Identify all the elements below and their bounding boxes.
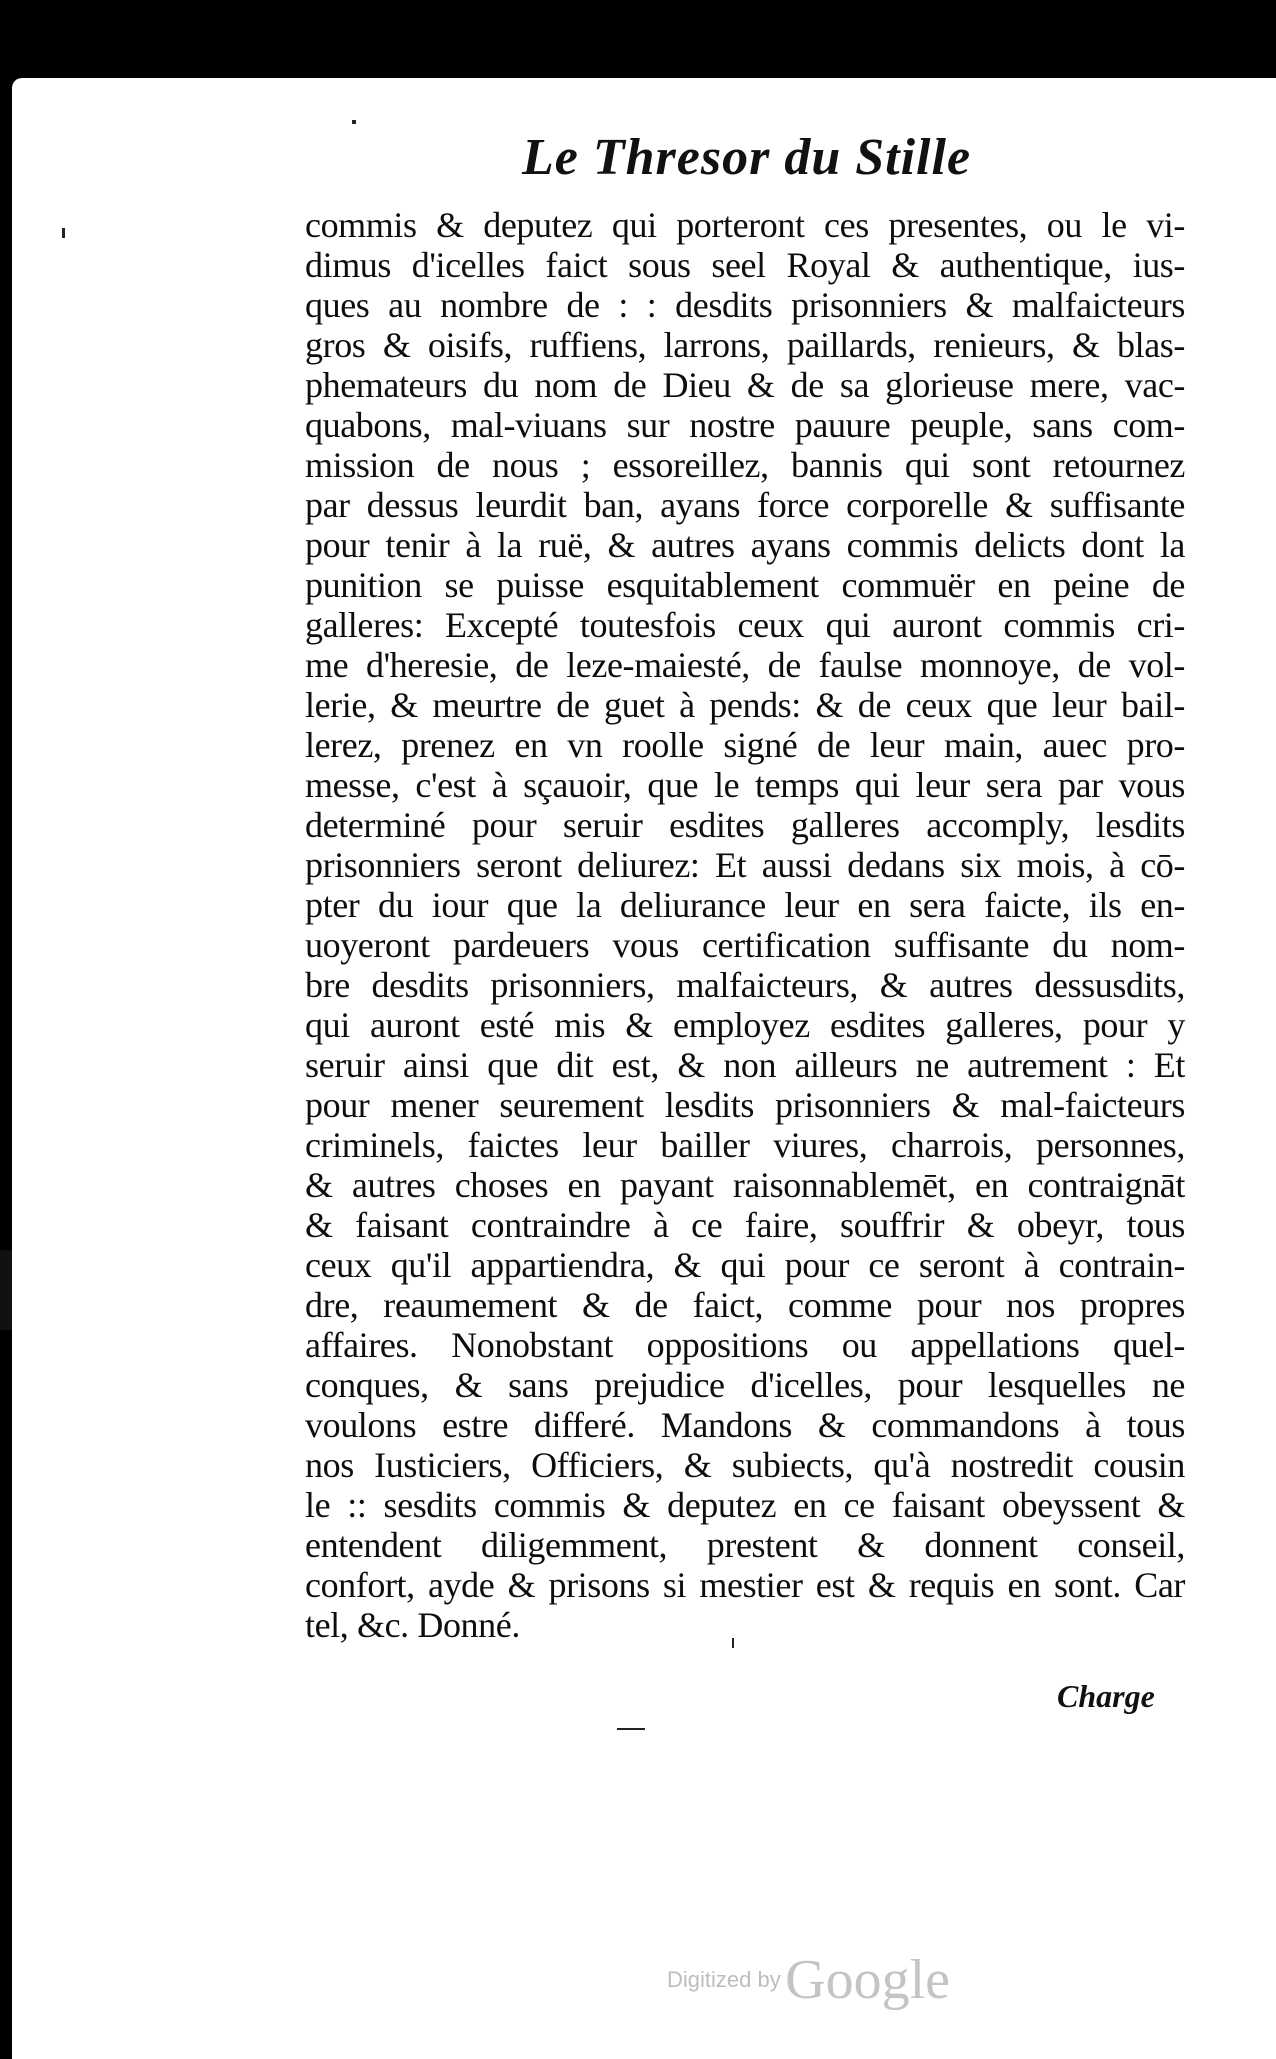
text-line: criminels, faictes leur bailler viures, charrois, personnes,	[305, 1125, 1185, 1165]
text-line: ceux qu'il appartiendra, & qui pour ce seront à contrain-	[305, 1245, 1185, 1285]
watermark-digitized-by: Digitized by	[667, 1967, 781, 1992]
ink-speck	[617, 1728, 645, 1730]
text-line: commis & deputez qui porteront ces presentes, ou le vi-	[305, 205, 1185, 245]
text-line: lerez, prenez en vn roolle signé de leur main, auec pro-	[305, 725, 1185, 765]
text-line: tel, &c. Donné.	[305, 1605, 520, 1645]
text-line: quabons, mal-viuans sur nostre pauure peuple, sans com-	[305, 405, 1185, 445]
text-line: pter du iour que la deliurance leur en sera faicte, ils en-	[305, 885, 1185, 925]
text-line: gros & oisifs, ruffiens, larrons, paillards, renieurs, & blas-	[305, 325, 1185, 365]
text-line: me d'heresie, de leze-maiesté, de faulse monnoye, de vol-	[305, 645, 1185, 685]
text-line: entendent diligemment, prestent & donnent conseil,	[305, 1525, 1185, 1565]
text-line: determiné pour seruir esdites galleres accomply, lesdits	[305, 805, 1185, 845]
text-line: seruir ainsi que dit est, & non ailleurs ne autrement : Et	[305, 1045, 1185, 1085]
text-line: confort, ayde & prisons si mestier est & requis en sont. Car	[305, 1565, 1185, 1605]
text-line: conques, & sans prejudice d'icelles, pour lesquelles ne	[305, 1365, 1185, 1405]
body-text	[305, 205, 1185, 1645]
text-line: mission de nous ; essoreillez, bannis qui sont retournez	[305, 445, 1185, 485]
text-line: prisonniers seront deliurez: Et aussi dedans six mois, à cō-	[305, 845, 1185, 885]
text-line: voulons estre differé. Mandons & commandons à tous	[305, 1405, 1185, 1445]
text-line: par dessus leurdit ban, ayans force corporelle & suffisante	[305, 485, 1185, 525]
text-line: dre, reaumement & de faict, comme pour nos propres	[305, 1285, 1185, 1325]
watermark-google-logo: Google	[785, 1949, 951, 2011]
text-line: & autres choses en payant raisonnablemēt, en contraignāt	[305, 1165, 1185, 1205]
text-line: affaires. Nonobstant oppositions ou appellations quel-	[305, 1325, 1185, 1365]
text-line: punition se puisse esquitablement commuër en peine de	[305, 565, 1185, 605]
text-line: bre desdits prisonniers, malfaicteurs, & autres dessusdits,	[305, 965, 1185, 1005]
text-line: lerie, & meurtre de guet à pends: & de ceux que leur bail-	[305, 685, 1185, 725]
running-header: Le Thresor du Stille	[522, 129, 972, 186]
book-page	[12, 78, 1276, 2059]
text-line: dimus d'icelles faict sous seel Royal & authentique, ius-	[305, 245, 1185, 285]
text-line: messe, c'est à sçauoir, que le temps qui leur sera par vous	[305, 765, 1185, 805]
ink-speck	[732, 1638, 734, 1648]
ink-speck	[352, 120, 356, 124]
text-line: galleres: Excepté toutesfois ceux qui auront commis cri-	[305, 605, 1185, 645]
text-line: phemateurs du nom de Dieu & de sa glorieuse mere, vac-	[305, 365, 1185, 405]
text-line: le :: sesdits commis & deputez en ce faisant obeyssent &	[305, 1485, 1185, 1525]
text-line: nos Iusticiers, Officiers, & subiects, qu'à nostredit cousin	[305, 1445, 1185, 1485]
text-line: uoyeront pardeuers vous certification suffisante du nom-	[305, 925, 1185, 965]
catchword: Charge	[1057, 1678, 1155, 1714]
text-line: qui auront esté mis & employez esdites galleres, pour y	[305, 1005, 1185, 1045]
text-line: ques au nombre de : : desdits prisonniers & malfaicteurs	[305, 285, 1185, 325]
ink-speck	[62, 228, 65, 238]
text-line: pour mener seurement lesdits prisonniers & mal-faicteurs	[305, 1085, 1185, 1125]
scan-top-border	[0, 0, 1276, 78]
text-line: pour tenir à la ruë, & autres ayans commis delicts dont la	[305, 525, 1185, 565]
text-line: & faisant contraindre à ce faire, souffrir & obeyr, tous	[305, 1205, 1185, 1245]
digitized-watermark	[667, 1948, 950, 2012]
